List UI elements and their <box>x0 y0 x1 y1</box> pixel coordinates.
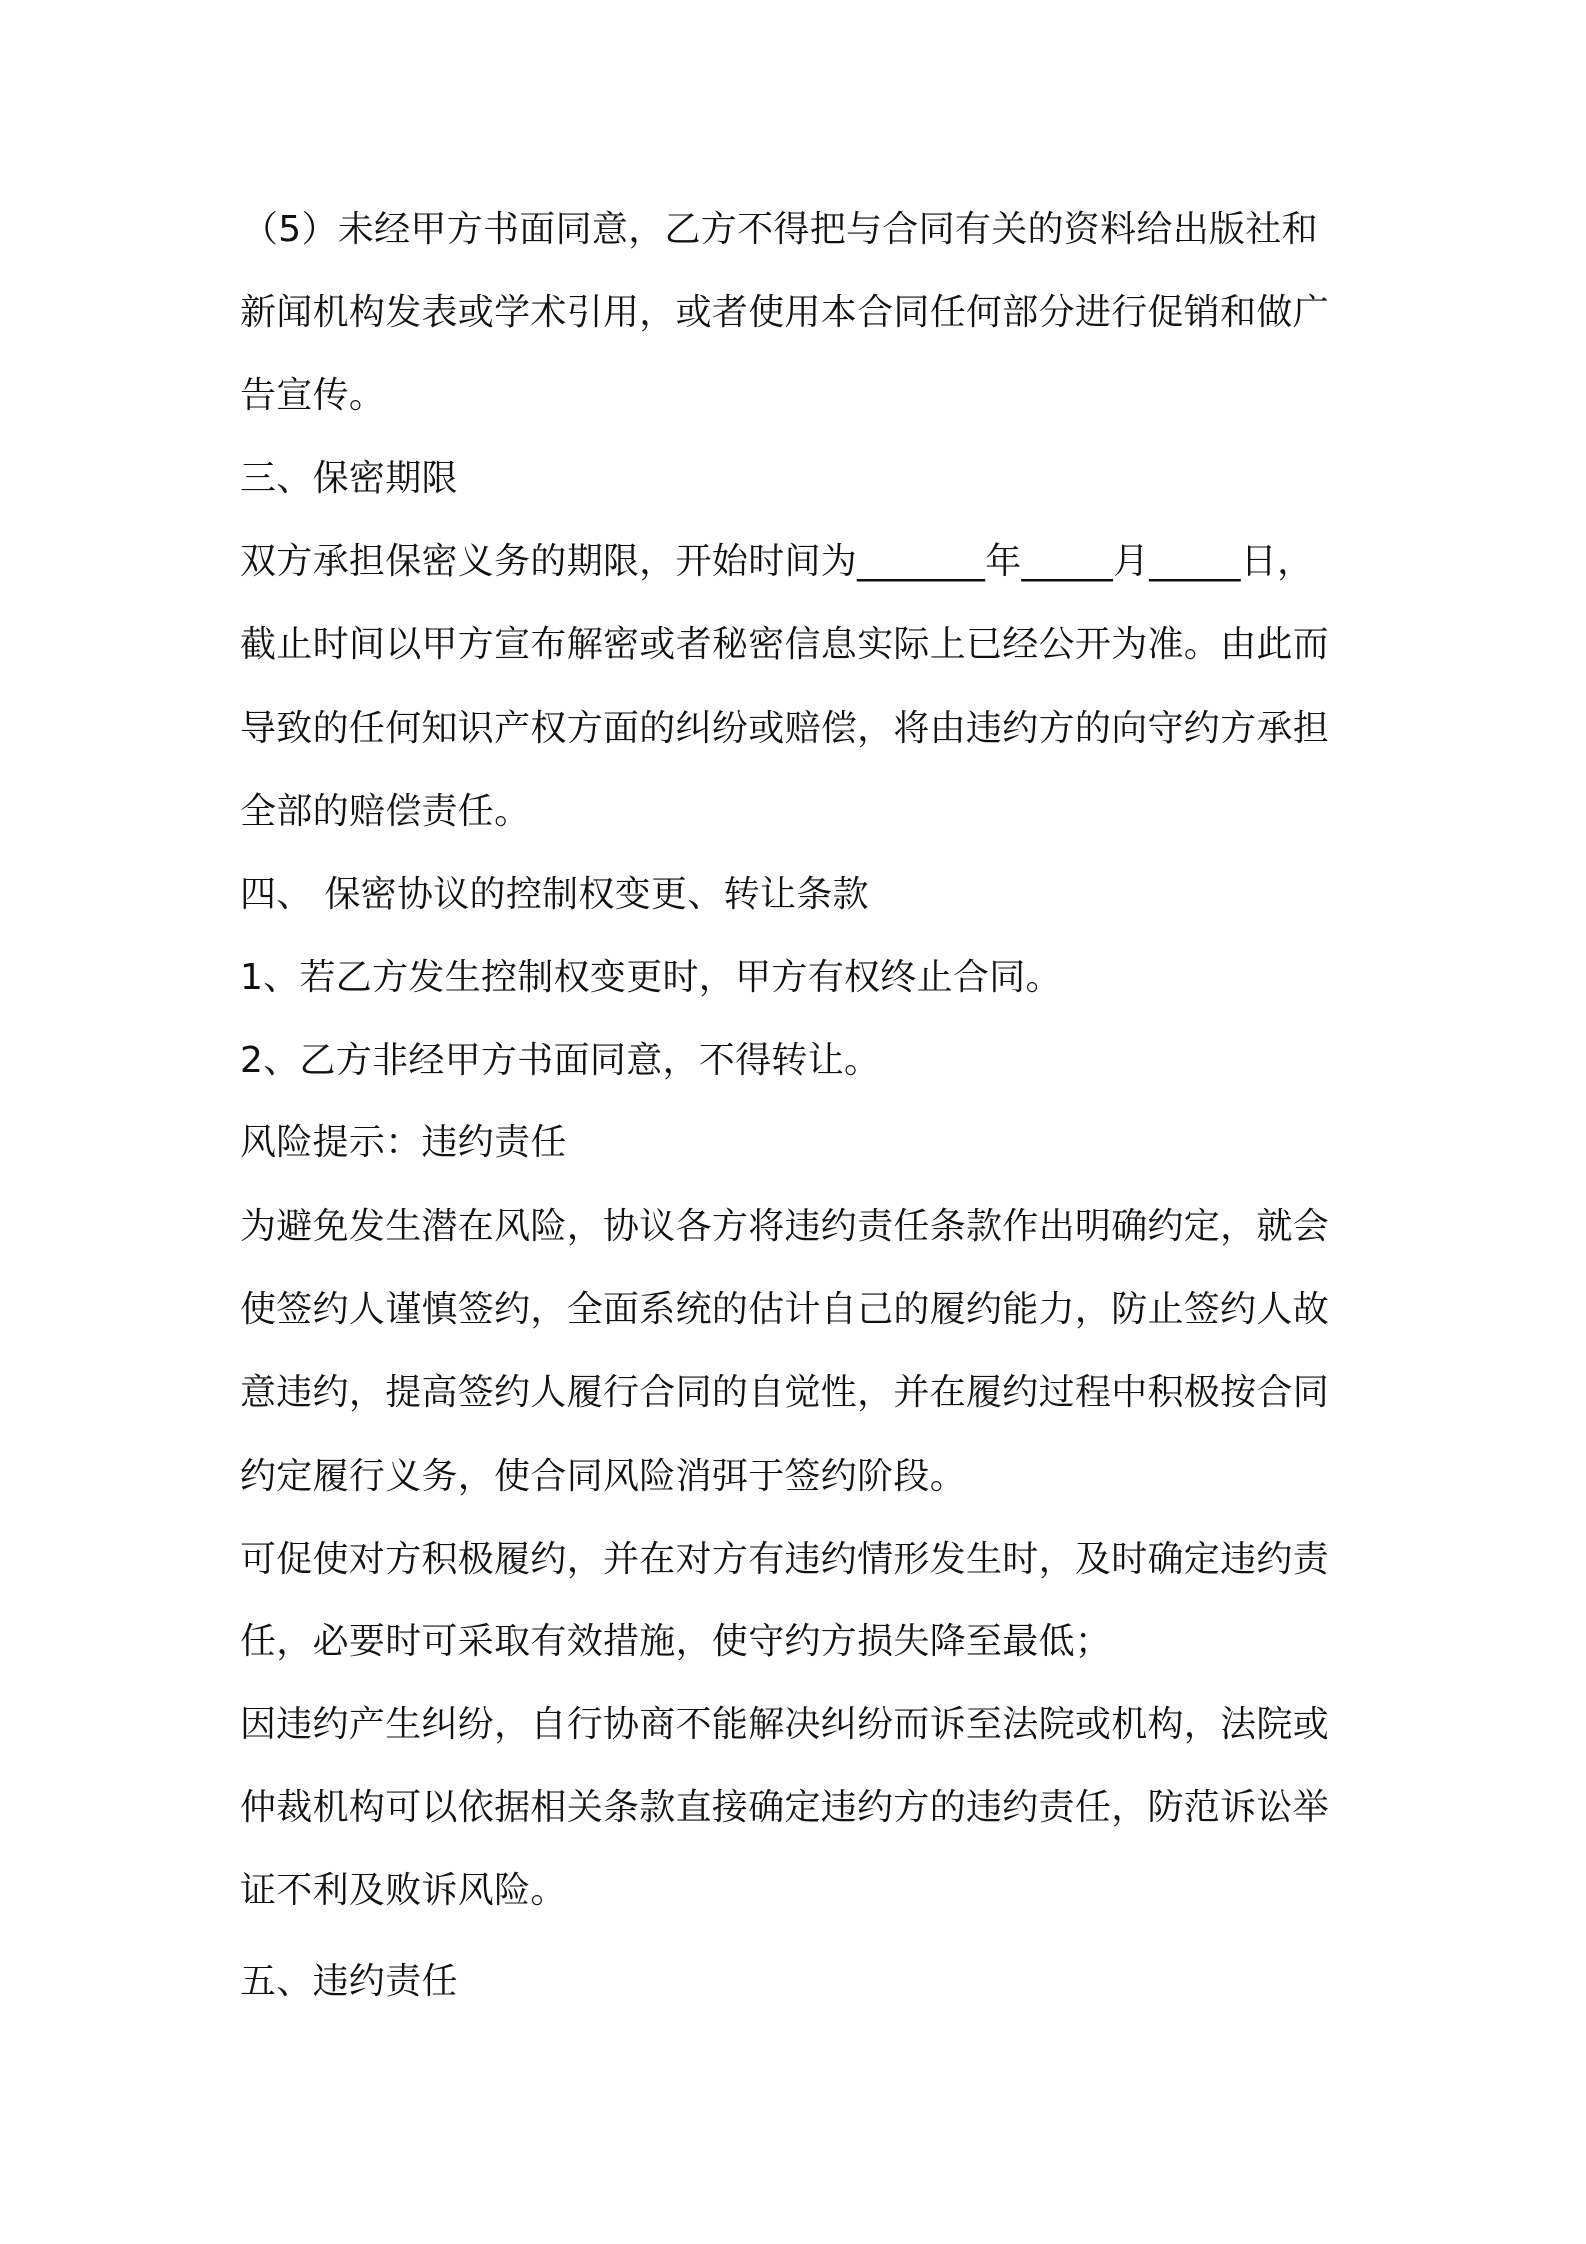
section-5-heading: 五、违约责任 <box>240 1961 458 2002</box>
risk-tip-paragraph-2-line-1: 可促使对方积极履约，并在对方有违约情形发生时，及时确定违约责 <box>240 1539 1330 1580</box>
section-4-item-1: 1、若乙方发生控制权变更时，甲方有权终止合同。 <box>240 957 1062 998</box>
clause-5-line-1: （5）未经甲方书面同意，乙方不得把与合同有关的资料给出版社和 <box>242 209 1318 250</box>
risk-tip-paragraph-3-line-2: 仲裁机构可以依据相关条款直接确定违约方的违约责任，防范诉讼举 <box>240 1787 1330 1828</box>
confidentiality-period-line-1: 双方承担保密义务的期限，开始时间为_______年_____月_____日， <box>240 541 1314 582</box>
risk-tip-paragraph-2-line-2: 任，必要时可采取有效措施，使守约方损失降至最低； <box>240 1621 1112 1662</box>
section-4-heading: 四、 保密协议的控制权变更、转让条款 <box>240 874 869 915</box>
confidentiality-period-line-4: 全部的赔偿责任。 <box>240 791 531 832</box>
risk-tip-paragraph-1-line-3: 意违约，提高签约人履行合同的自觉性，并在履约过程中积极按合同 <box>240 1372 1330 1413</box>
risk-tip-paragraph-1-line-4: 约定履行义务，使合同风险消弭于签约阶段。 <box>240 1456 967 1497</box>
risk-tip-paragraph-1-line-1: 为避免发生潜在风险，协议各方将违约责任条款作出明确约定，就会 <box>240 1206 1330 1247</box>
confidentiality-period-line-3: 导致的任何知识产权方面的纠纷或赔偿，将由违约方的向守约方承担 <box>240 708 1330 749</box>
confidentiality-period-line-2: 截止时间以甲方宣布解密或者秘密信息实际上已经公开为准。由此而 <box>240 624 1330 665</box>
clause-5-line-3: 告宣传。 <box>240 375 386 416</box>
section-3-heading: 三、保密期限 <box>240 458 458 499</box>
risk-tip-paragraph-3-line-3: 证不利及败诉风险。 <box>240 1870 567 1911</box>
section-4-item-2: 2、乙方非经甲方书面同意，不得转让。 <box>240 1040 881 1081</box>
clause-5-line-2: 新闻机构发表或学术引用，或者使用本合同任何部分进行促销和做广 <box>240 292 1330 333</box>
risk-tip-heading: 风险提示：违约责任 <box>240 1122 567 1163</box>
risk-tip-paragraph-3-line-1: 因违约产生纠纷，自行协商不能解决纠纷而诉至法院或机构，法院或 <box>240 1704 1330 1745</box>
risk-tip-paragraph-1-line-2: 使签约人谨慎签约，全面系统的估计自己的履约能力，防止签约人故 <box>240 1289 1330 1330</box>
